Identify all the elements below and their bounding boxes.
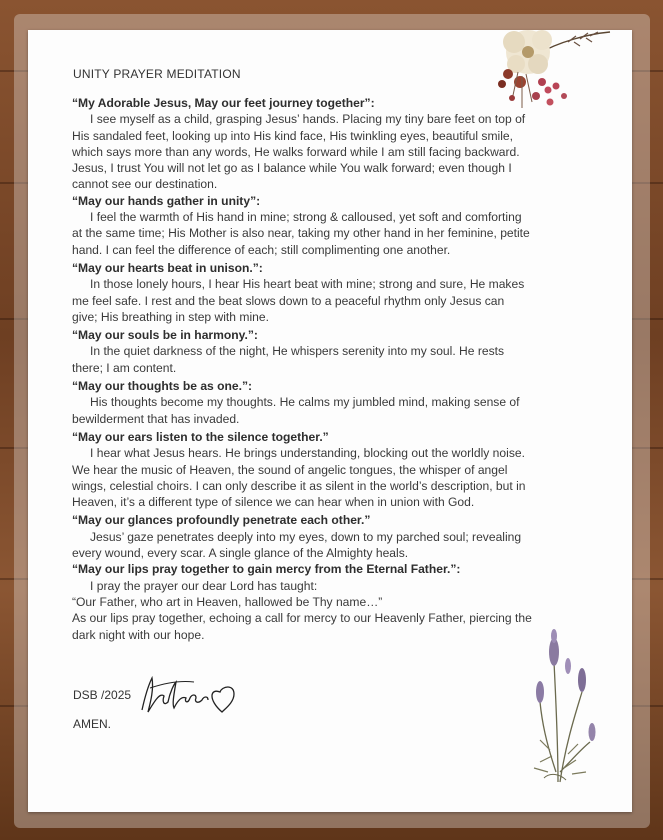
prayer-body <box>72 95 532 643</box>
section-heading: “May our souls be in harmony.”: <box>72 328 258 343</box>
section-text: Jesus’ gaze penetrates deeply into my eyes, down to my parched soul; revealing every wound, every scar. A single glance of the Almighty heals. <box>72 529 522 561</box>
document-title: UNITY PRAYER MEDITATION <box>73 67 241 81</box>
section-text: In the quiet darkness of the night, He whispers serenity into my soul. He rests there; I am content. <box>72 344 505 375</box>
section-heading: “May our hands gather in unity”: <box>72 193 261 208</box>
lavender-sprig-icon <box>520 622 615 787</box>
signoff-date: DSB /2025 <box>73 688 132 702</box>
lords-prayer-quote: “Our Father, who art in Heaven, hallowed be Thy name…” <box>72 594 383 609</box>
section-text: His thoughts become my thoughts. He calms my jumbled mind, making sense of bewilderment that has invaded. <box>72 395 520 426</box>
section-heading: “May our glances profoundly penetrate each other.” <box>72 513 371 528</box>
section-heading: “May our hearts beat in unison.”: <box>72 260 263 275</box>
section-text: I see myself as a child, grasping Jesus’ hands. Placing my tiny bare feet on top of His sandaled feet, looking up into His kind face, His twinkling eyes, beautiful smile, which says more than any words, He walks forward while I am still facing backward. Jesus, I trust You will not let go as I balance while You walk forward; even though I cannot see our destination. <box>72 112 526 192</box>
section-heading: “May our lips pray together to gain mercy from the Eternal Father.”: <box>72 562 461 577</box>
section-text: I feel the warmth of His hand in mine; strong & calloused, yet soft and comforting at the same time; His Mother is also near, taking my other hand in her feminine, petite hand. I can feel the difference of each; still complimenting one another. <box>72 210 530 257</box>
section-heading: “May our ears listen to the silence together.” <box>72 429 329 444</box>
amen-text: AMEN. <box>73 717 112 731</box>
closing-paragraph: As our lips pray together, echoing a call for mercy to our Heavenly Father, piercing the dark night with our hope. <box>72 611 532 642</box>
signature-heart-icon <box>138 662 253 722</box>
section-text: I pray the prayer our dear Lord has taught: <box>90 578 318 593</box>
section-text: In those lonely hours, I hear His heart beat with mine; strong and sure, He makes me feel safe. I rest and the beat slows down to a peaceful rhythm only Jesus can give; His breathing in step with mine. <box>72 277 525 324</box>
dried-flower-bouquet-icon <box>468 12 618 127</box>
section-text: I hear what Jesus hears. He brings understanding, blocking out the worldly noise. We hear the music of Heaven, the sound of angelic tongues, the whisper of angel wings, celestial choirs. I can only describe it as silent in the world’s description, but in Heaven, it’s a different type of silence we can hear when in union with God. <box>72 446 526 510</box>
section-heading: “My Adorable Jesus, May our feet journey together”: <box>72 96 375 110</box>
section-heading: “May our thoughts be as one.”: <box>72 379 253 394</box>
